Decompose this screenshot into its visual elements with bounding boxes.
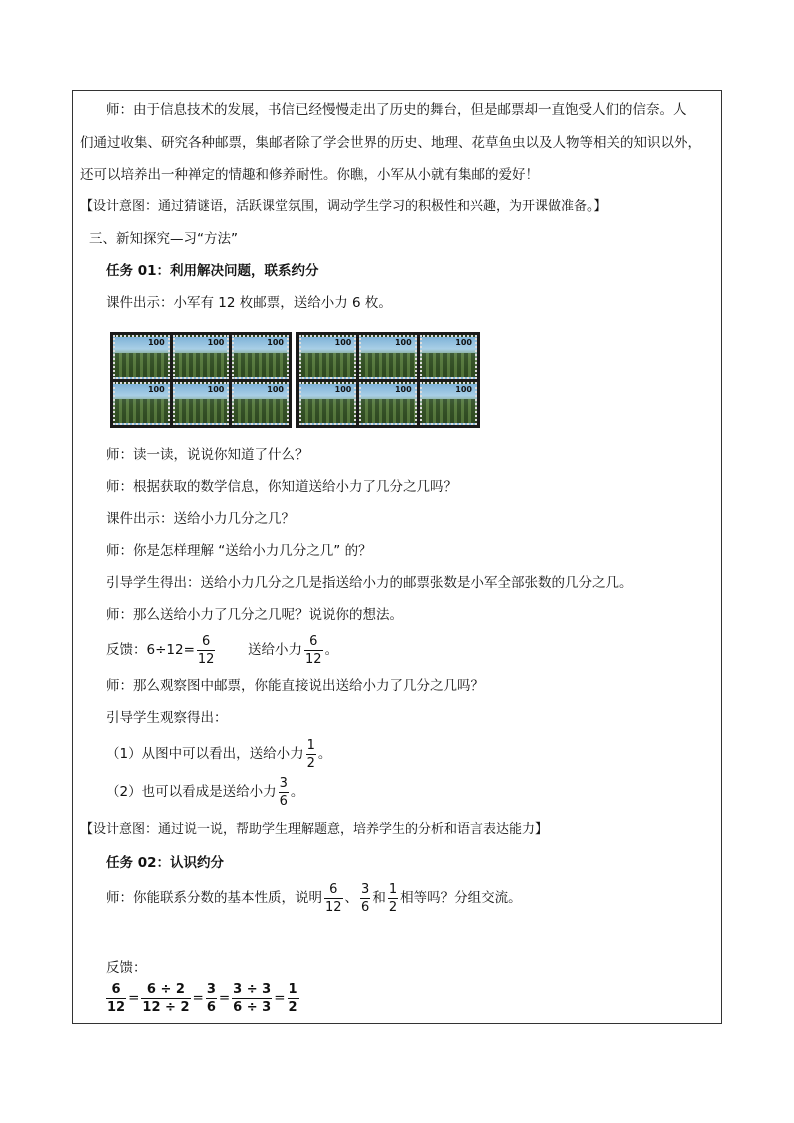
feedback-2-label: 反馈：: [106, 960, 147, 976]
task-1-courseware: 课件出示：小军有 12 枚邮票，送给小力 6 枚。: [106, 295, 392, 311]
stamp: 100: [420, 335, 477, 379]
task-2-question: 师：你能联系分数的基本性质，说明 $\frac{6}{12}$ 、 $\frac{3}{6}$ 和 $\frac{1}{2}$ 相等吗？分组交流。: [106, 881, 522, 915]
intro-line-2: 们通过收集、研究各种邮票，集邮者除了学会世界的历史、地理、花草鱼虫以及人物等相关的知识以外，: [80, 135, 701, 151]
stamp: 100: [359, 335, 416, 379]
stamp: 100: [359, 382, 416, 426]
stamp: 100: [299, 382, 356, 426]
stamp: 100: [113, 382, 170, 426]
stamps-image: [110, 332, 480, 428]
task-1-title: 任务 01：利用解决问题，联系约分: [106, 263, 319, 279]
feedback-1: 反馈：6÷12= $\frac{6}{12}$ 送给小力 $\frac{6}{12}$ 。: [106, 633, 339, 667]
intro-line-3: 还可以培养出一种禅定的情趣和修养耐性。你瞧，小军从小就有集邮的爱好！: [80, 167, 539, 183]
observe-question: 师：那么观察图中邮票，你能直接说出送给小力了几分之几吗？: [106, 678, 484, 694]
stamp: 100: [232, 382, 289, 426]
dialog-line-2: 师：根据获取的数学信息，你知道送给小力了几分之几吗？: [106, 479, 457, 495]
design-intent-2: 【设计意图：通过说一说，帮助学生理解题意，培养学生的分析和语言表达能力】: [80, 822, 549, 837]
observe-point-1: （1）从图中可以看出，送给小力 $\frac{1}{2}$ 。: [106, 737, 332, 771]
stamp: 100: [299, 335, 356, 379]
stamp: 100: [113, 335, 170, 379]
task-2-title: 任务 02：认识约分: [106, 855, 224, 871]
intro-line-1: 师：由于信息技术的发展，书信已经慢慢走出了历史的舞台，但是邮票却一直饱受人们的信奈。人: [106, 102, 687, 118]
observe-point-2: （2）也可以看成是送给小力 $\frac{3}{6}$ 。: [106, 775, 305, 809]
stamp-group-left: [110, 332, 292, 428]
feedback-2-equation: $\frac{6}{12}$ = $\frac{6 \div 2}{12 \div 2}$ = $\frac{3}{6}$ = $\frac{3 \div 3}{6 \div 3}$ = $\frac{1}{2}$: [107, 981, 298, 1015]
dialog-line-3: 课件出示：送给小力几分之几？: [106, 511, 295, 527]
stamp: 100: [173, 335, 230, 379]
section-3-heading: 三、新知探究—习“方法”: [89, 231, 238, 247]
stamp: 100: [173, 382, 230, 426]
dialog-line-1: 师：读一读，说说你知道了什么？: [106, 447, 309, 463]
dialog-line-6: 师：那么送给小力了几分之几呢？说说你的想法。: [106, 607, 403, 623]
dialog-line-4: 师：你是怎样理解 “送给小力几分之几” 的？: [106, 543, 372, 559]
stamp: 100: [232, 335, 289, 379]
design-intent-1: 【设计意图：通过猜谜语，活跃课堂氛围，调动学生学习的积极性和兴趣，为开课做准备。】: [80, 199, 607, 214]
dialog-line-5: 引导学生得出：送给小力几分之几是指送给小力的邮票张数是小军全部张数的几分之几。: [106, 575, 633, 591]
stamp-group-right: [296, 332, 480, 428]
observe-lead: 引导学生观察得出：: [106, 710, 228, 726]
stamp: 100: [420, 382, 477, 426]
